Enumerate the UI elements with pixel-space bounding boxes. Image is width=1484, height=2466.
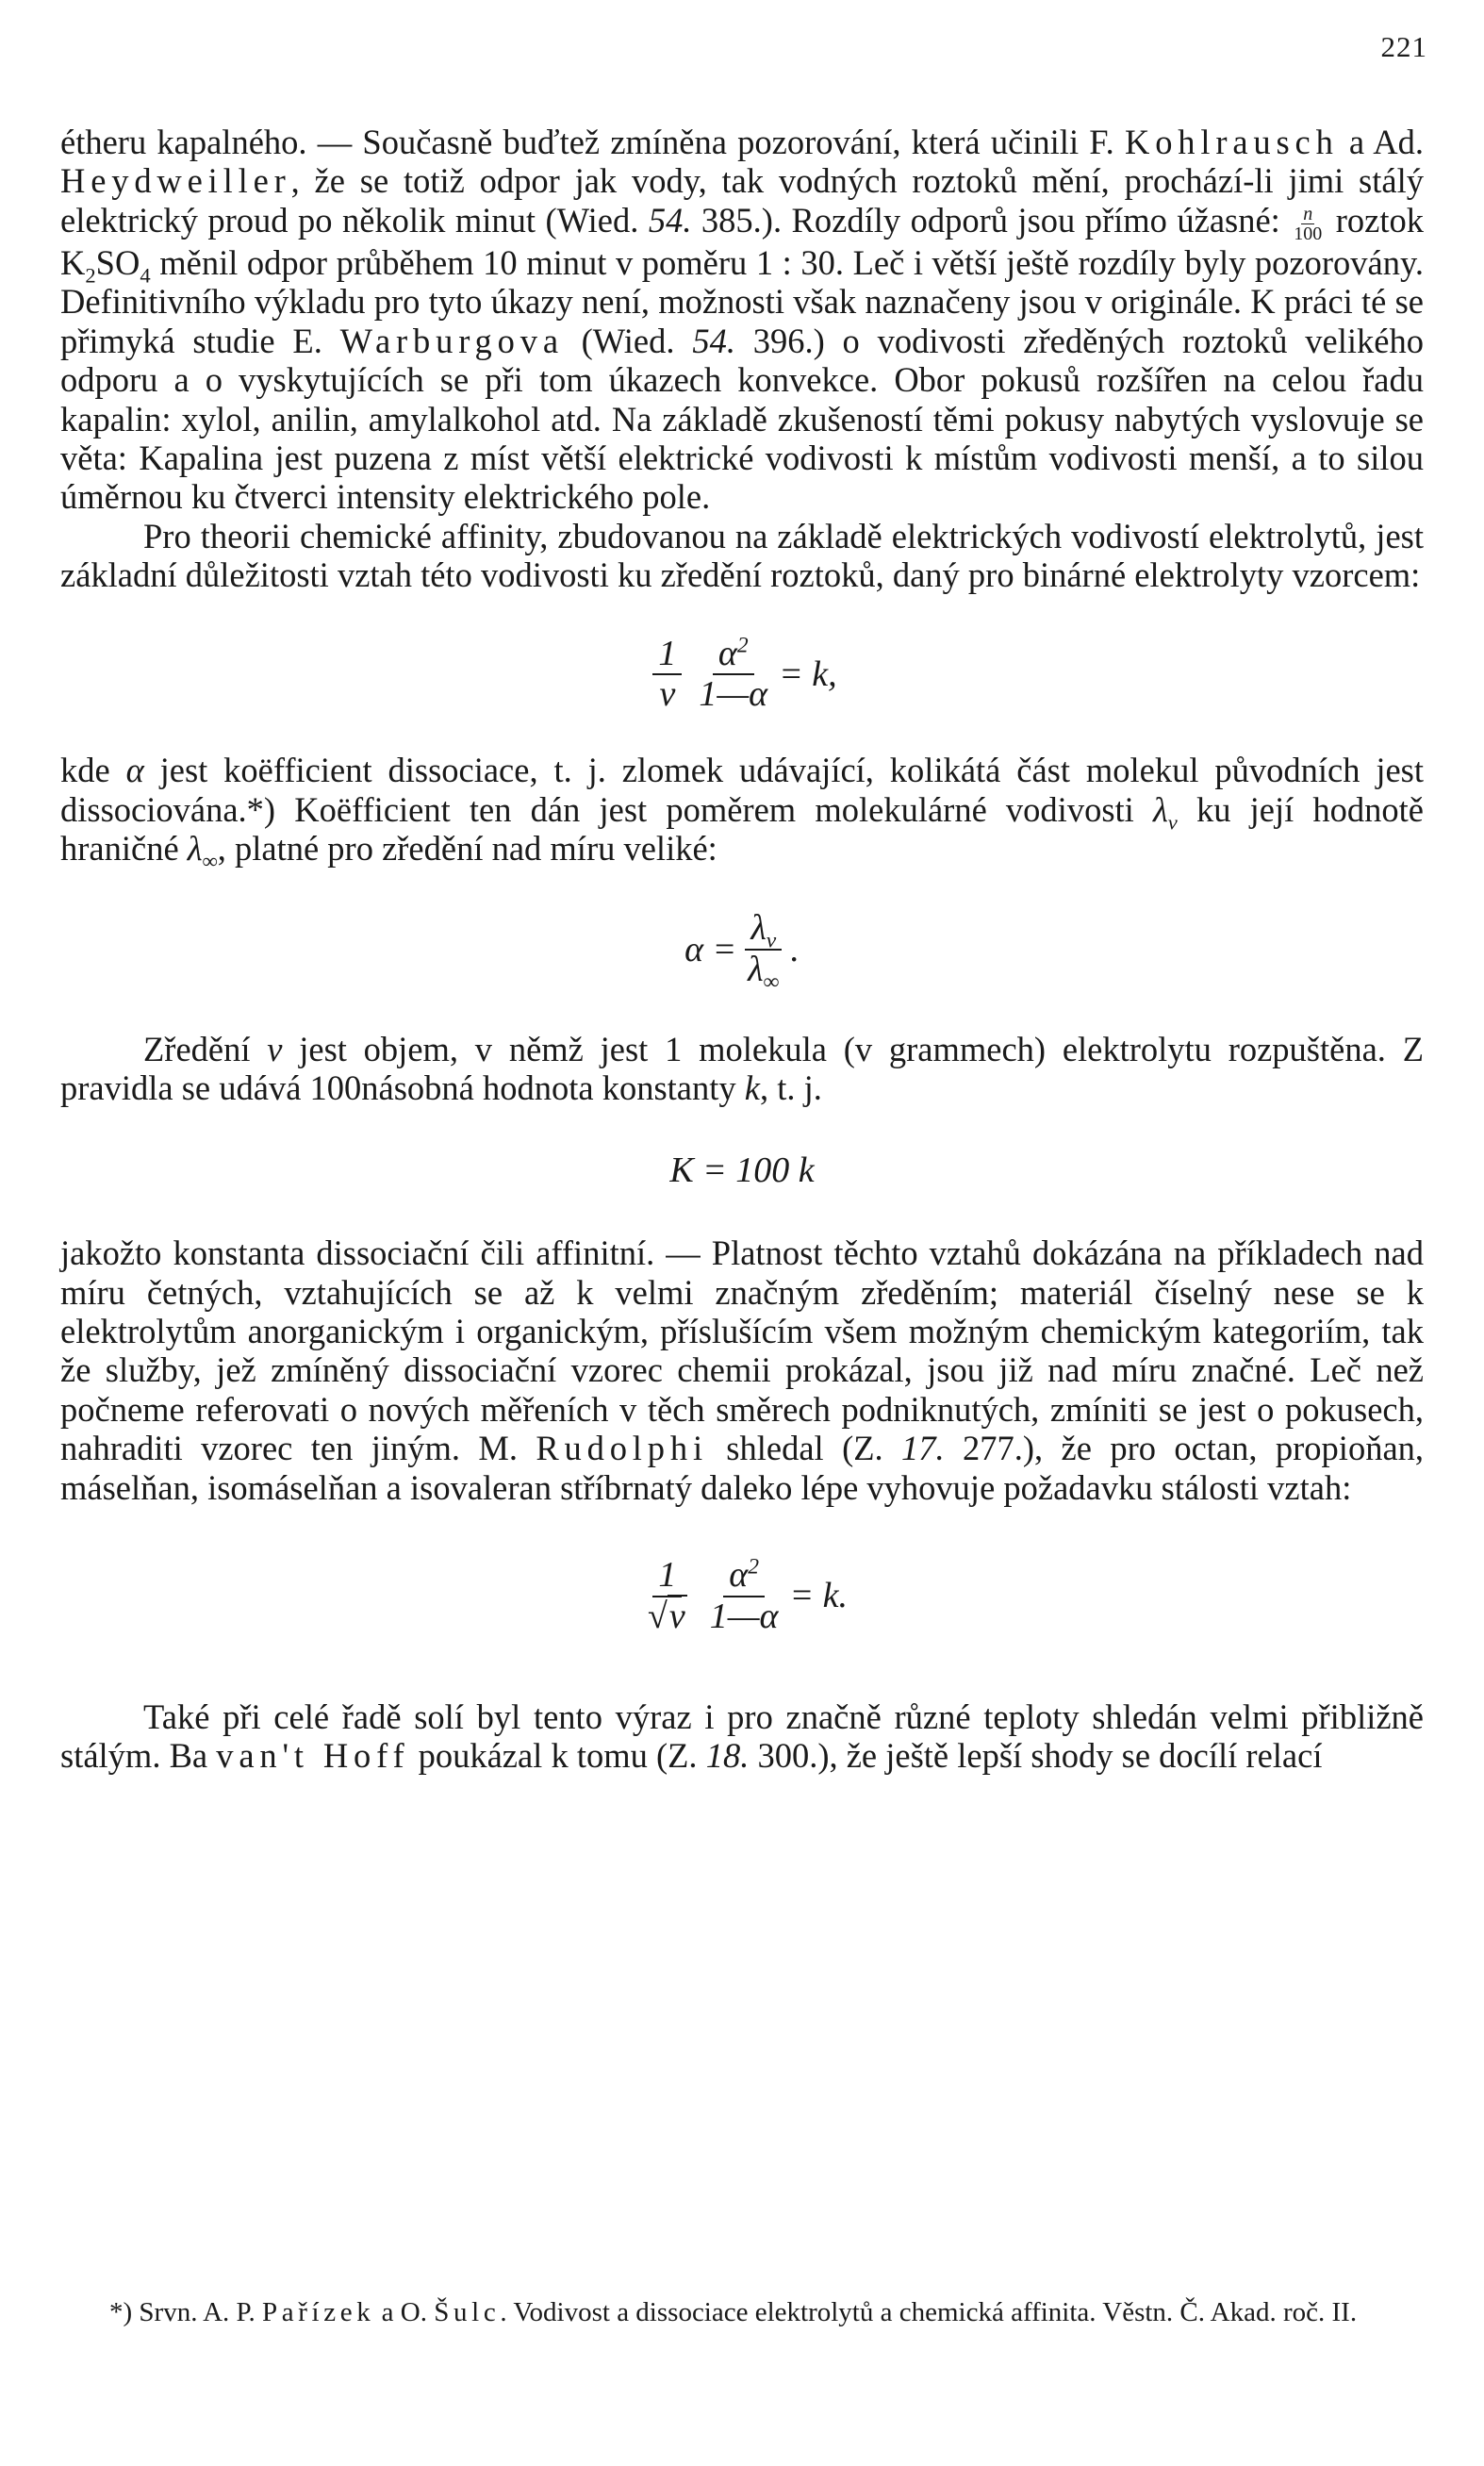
text-run: ku její hodnotě hraničné (60, 789, 1425, 868)
fraction (652, 635, 682, 716)
text-run: a O. (374, 2297, 435, 2327)
fraction (704, 1556, 784, 1637)
inline-fraction (1294, 205, 1322, 243)
author-name: Kohlrausch (1125, 123, 1339, 161)
text-run: Také při celé řadě solí byl tento výraz i pro značně různé teploty shledán velmi přibližně stálým. Ba (60, 1696, 1424, 1776)
fraction (693, 632, 773, 716)
paragraph-2: Pro theorii chemické affinity, zbudovanou na základě elektrických vodivostí elektrolytů, jest základní důležitosti vztah této vodivosti ku zředění roztoků, daný pro binárné elektrolyty vzorcem: (60, 516, 1424, 595)
page-number: 221 (1380, 30, 1427, 63)
footnote-indent (60, 2297, 109, 2327)
symbol-alpha: α (125, 751, 144, 790)
text-run: SO (95, 242, 140, 282)
fraction-numerator: 1 (652, 635, 682, 676)
author-name: van't Hoff (216, 1736, 410, 1776)
author-name: Pařízek (261, 2297, 375, 2327)
fraction (642, 1556, 693, 1637)
fraction-denominator: 100 (1294, 223, 1323, 244)
radicand: v (668, 1596, 685, 1636)
text-run: 385.). Rozdíly odporů jsou přímo úžasné: (691, 200, 1291, 240)
equation-lhs: α = (684, 929, 737, 969)
symbol-k: k (744, 1068, 760, 1108)
equation-constant: K = 100 k (669, 1150, 815, 1190)
author-name: Heydweiller (60, 161, 291, 201)
text-run: jest objem, v němž jest 1 molekula (v grammech) elektrolytu rozpuštěna. Z pravidla se udává 100násobná hodnota konstanty (60, 1030, 1424, 1108)
subscript: 4 (140, 263, 151, 288)
subscript: v (766, 929, 777, 953)
author-name: Šulc (434, 2297, 501, 2327)
paragraph-6 (60, 1697, 1424, 1776)
fraction-denominator: 1—α (699, 674, 768, 715)
volume-ref: 54. (692, 321, 735, 360)
symbol-alpha: α (729, 1555, 749, 1596)
text-run: , že se totiž odpor jak vody, tak vodných roztoků mění, prochází-li jimi stálý elektrický proud po několik minut (Wied. (60, 161, 1424, 240)
text-run: a Ad. (1338, 123, 1424, 161)
subscript: ∞ (202, 849, 218, 873)
subscript: v (1167, 809, 1178, 834)
symbol-lambda-inf (187, 829, 218, 873)
symbol-base: λ (1152, 789, 1168, 829)
volume-ref: 17. (901, 1429, 945, 1468)
equation-rhs: = k. (789, 1576, 848, 1616)
symbol-base: λ (187, 829, 203, 868)
text-run: poukázal k tomu (Z. (409, 1736, 706, 1776)
symbol-base: λ (750, 908, 767, 949)
footnote-text (60, 2293, 1424, 2331)
paragraph-4 (60, 1030, 1424, 1108)
text-run: jest koëfficient dissociace, t. j. zlomek udávající, kolikátá část molekul původních jest dissociována.*) Koëfficient ten dán jest poměrem molekulárné vodivosti (60, 751, 1425, 829)
equation-rhs: = k, (779, 654, 837, 694)
subscript: 2 (85, 263, 96, 288)
paragraph-5 (60, 1233, 1424, 1507)
text-run: 277.), že pro octan, propioňan, máselňan, isomáselňan a isovaleran stříbrnatý daleko lépe vyhovuje požadavku stálosti vztah: (60, 1429, 1425, 1507)
text-run: roztok K (60, 200, 1424, 282)
equation-alpha (60, 908, 1424, 995)
text-run: Zředění (143, 1030, 268, 1068)
text-run: , platné pro zředění nad míru veliké: (217, 829, 717, 868)
text-run: 396.) o vodivosti zředěných roztoků velikého odporu a o vyskytujících se při tom úkazech konvekce. Obor pokusů rozšířen na celou řadu kapalin: xylol, anilin, amylalkohol atd. Na základě zkušeností těmi pokusy nabytých vyslovuje se věta: Kapalina jest puzena z míst větší elektrické vodivosti k místům vodivosti menší, a to silou úměrnou ku čtverci intensity elektrického pole. (60, 321, 1424, 517)
equation-dissociation (60, 632, 1424, 716)
text-run: *) Srvn. A. P. (109, 2297, 262, 2327)
fraction-denominator: v (659, 674, 676, 715)
text-run: kde (60, 751, 126, 790)
equation-rudolphi (60, 1556, 1424, 1637)
equation-end: . (790, 929, 800, 969)
text-run: étheru kapalného. — Současně buďtež zmíněna pozorování, která učinili F. (60, 123, 1125, 161)
author-name: Rudolphi (536, 1429, 708, 1468)
volume-ref: 54. (648, 200, 692, 240)
author-name: Warburgova (339, 321, 564, 360)
exponent: 2 (736, 632, 749, 657)
fraction-numerator (723, 1556, 765, 1597)
text-run: 300.), že ještě lepší shody se docílí relací (749, 1736, 1323, 1776)
text-run: (Wied. (563, 321, 693, 360)
subscript: ∞ (763, 969, 780, 995)
fraction-denominator (742, 950, 784, 995)
square-root: √v (648, 1596, 685, 1636)
fraction-numerator (745, 909, 782, 951)
text-run: jakožto konstanta dissociační čili affinitní. — Platnost těchto vztahů dokázána na příkladech nad míru četných, vztahujících se až k velmi značným zředěním; materiál číselný nese se k elektrolytům anorganickým i organickým, příslušícím všem možným chemickým kategoriím, tak že služby, jež zmíněný dissociační vzorec chemii prokázal, jsou již nad míru značné. Leč než počneme referovati o nových měřeních v těch směrech podniknutých, zmíniti se jest o pokusech, nahraditi vzorec ten jiným. M. (60, 1233, 1424, 1468)
fraction-numerator: 1 (652, 1556, 682, 1597)
exponent: 2 (748, 1554, 759, 1580)
fraction-denominator (642, 1597, 693, 1637)
footnote (60, 2293, 1424, 2331)
fraction-denominator: 1—α (709, 1596, 779, 1636)
fraction-numerator (713, 632, 754, 676)
paragraph-1 (60, 123, 1424, 517)
text-run: . Vodivost a dissociace elektrolytů a chemická affinita. Věstn. Č. Akad. roč. II. (500, 2297, 1358, 2327)
symbol-base: λ (748, 950, 764, 990)
fraction (742, 908, 784, 995)
text-run: , t. j. (759, 1068, 822, 1108)
symbol-alpha: α (717, 633, 737, 673)
fraction-numerator: n (1303, 203, 1313, 224)
symbol-lambda-v (1152, 789, 1178, 834)
volume-ref: 18. (705, 1736, 750, 1776)
main-text (60, 123, 1424, 1775)
paragraph-3 (60, 751, 1425, 873)
text-run: shledal (Z. (707, 1429, 902, 1468)
text-run: měnil odpor průběhem 10 minut v poměru 1 : 30. Leč i větší ještě rozdíly byly pozorovány. Definitivního výkladu pro tyto úkazy není, možnosti však naznačeny jsou v originále. K práci té se přimyká studie E. (60, 242, 1424, 360)
symbol-v: v (267, 1030, 283, 1068)
